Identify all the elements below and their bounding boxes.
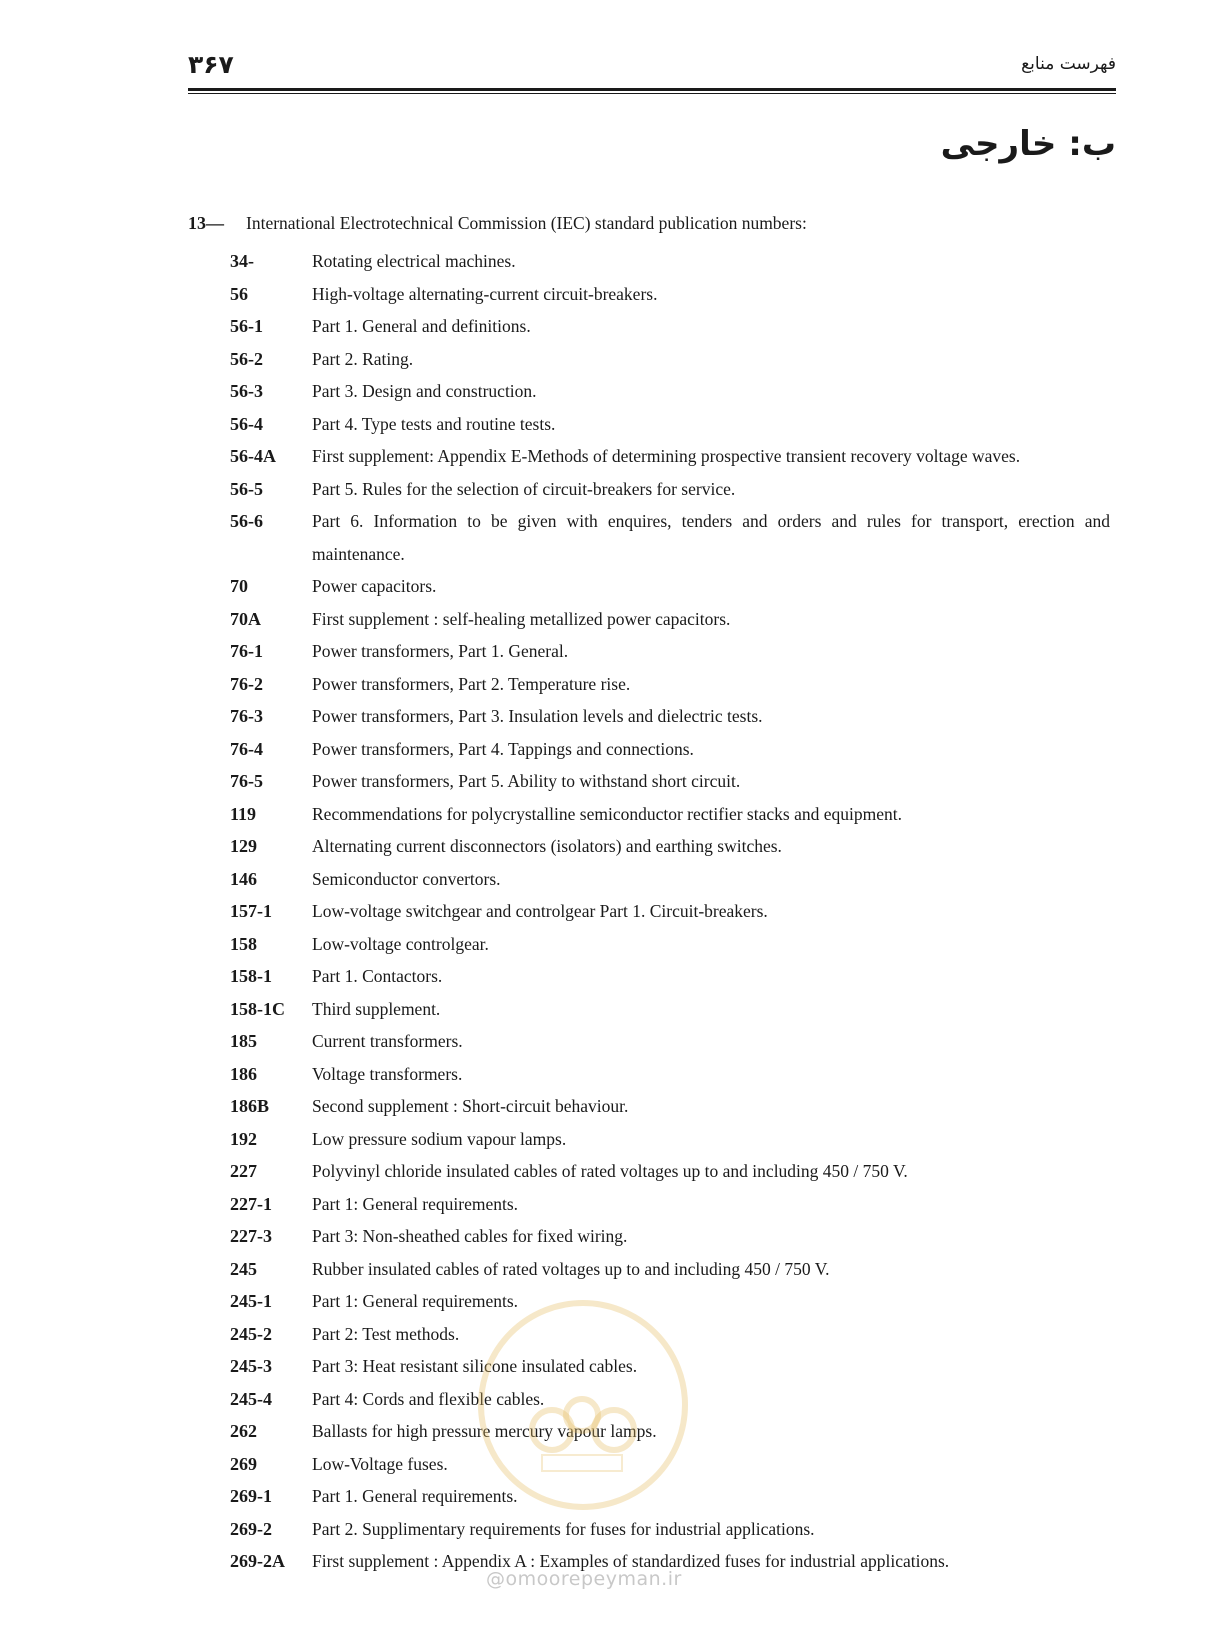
list-item [230,1350,1110,1383]
standard-number: 119 [230,803,257,824]
list-item [230,1220,1110,1253]
standard-title: Power transformers, Part 1. General. [312,641,569,661]
standard-number: 269-2A [230,1551,285,1571]
list-item [230,1318,1110,1351]
standard-title: Power capacitors. [312,576,437,596]
standard-title: Low-Voltage fuses. [312,1453,448,1474]
standard-number: 245 [230,1258,257,1279]
standard-title: Power transformers, Part 2. Temperature rise. [312,673,631,694]
list-item [230,1058,1110,1091]
standard-number: 56-4A [230,446,276,466]
standard-number: 129 [230,836,257,856]
standard-title: Part 2. Supplimentary requirements for fuses for industrial applications. [312,1518,815,1539]
list-item [230,1025,1110,1058]
list-item [230,798,1110,831]
header-rule-thick [188,88,1116,91]
running-title: فهرست منابع [1021,54,1116,74]
page-number: ۳۶۷ [188,50,234,79]
standard-title: Low-voltage controlgear. [312,933,489,954]
list-item [230,1513,1110,1546]
standard-number: 158 [230,933,257,954]
list-item [230,310,1110,343]
standard-title: High-voltage alternating-current circuit-breakers. [312,283,658,304]
standard-title: Recommendations for polycrystalline semiconductor rectifier stacks and equipment. [312,803,902,824]
standard-number: 56 [230,283,248,304]
standard-title: Part 1. General requirements. [312,1486,518,1506]
standard-title: Part 3: Heat resistant silicone insulated cables. [312,1356,638,1376]
standard-title: Polyvinyl chloride insulated cables of rated voltages up to and including 450 / 750 V. [312,1161,908,1181]
standards-list [230,245,1110,1578]
list-item [230,1155,1110,1188]
list-item [230,765,1110,798]
list-item [230,1285,1110,1318]
standard-number: 192 [230,1128,257,1149]
standard-number: 76-1 [230,641,263,661]
standard-title: Part 3. Design and construction. [312,381,537,401]
list-item [230,1123,1110,1156]
site-watermark: @omoorepeyman.ir [486,1568,682,1590]
list-item [230,505,1110,570]
standard-title: Part 1: General requirements. [312,1291,519,1311]
standard-title: Part 6. Information to be given with enquires, tenders and orders and rules for transport, erection and maintenance. [312,511,1110,564]
standard-number: 227-3 [230,1226,272,1246]
list-item [230,733,1110,766]
standard-title: First supplement : Appendix A : Examples of standardized fuses for industrial applications. [312,1551,950,1571]
standard-title: Part 2. Rating. [312,348,414,369]
standard-title: Power transformers, Part 3. Insulation levels and dielectric tests. [312,706,763,726]
standard-title: Rubber insulated cables of rated voltages up to and including 450 / 750 V. [312,1258,830,1279]
list-item [230,1415,1110,1448]
list-item [230,375,1110,408]
standard-number: 245-3 [230,1356,272,1376]
standard-title: Alternating current disconnectors (isolators) and earthing switches. [312,836,782,856]
standard-title: Current transformers. [312,1031,463,1051]
list-item [230,895,1110,928]
standard-number: 186B [230,1096,270,1116]
standard-title: Ballasts for high pressure mercury vapour lamps. [312,1421,657,1441]
standard-title: Part 4. Type tests and routine tests. [312,413,556,434]
list-item [230,1253,1110,1286]
section-heading: ب: خارجی [940,124,1116,164]
standard-number: 245-4 [230,1388,272,1409]
standard-title: Voltage transformers. [312,1063,463,1084]
standard-number: 56-2 [230,348,263,369]
standard-number: 56-1 [230,316,263,336]
standard-title: Part 4: Cords and flexible cables. [312,1388,545,1409]
standard-number: 146 [230,868,257,889]
standard-title: Second supplement : Short-circuit behaviour. [312,1096,629,1116]
list-item [230,278,1110,311]
standard-number: 70 [230,576,248,596]
standard-number: 269 [230,1453,257,1474]
list-item [230,993,1110,1026]
standard-title: Semiconductor convertors. [312,868,501,889]
standard-title: Part 1: General requirements. [312,1193,519,1214]
standard-number: 56-4 [230,413,263,434]
standard-title: Part 3: Non-sheathed cables for fixed wiring. [312,1226,628,1246]
standard-title: Part 2: Test methods. [312,1323,460,1344]
header-rule-thin [188,93,1116,94]
standard-number: 269-2 [230,1518,272,1539]
standard-title: Third supplement. [312,998,441,1019]
standard-title: Part 1. General and definitions. [312,316,531,336]
standard-number: 185 [230,1031,257,1051]
standard-number: 245-1 [230,1291,272,1311]
standard-title: Part 5. Rules for the selection of circuit-breakers for service. [312,478,736,499]
standard-number: 158-1 [230,966,272,986]
standard-title: Low pressure sodium vapour lamps. [312,1128,567,1149]
standard-title: Power transformers, Part 5. Ability to withstand short circuit. [312,771,741,791]
standard-number: 186 [230,1063,257,1084]
list-item [230,830,1110,863]
standard-number: 245-2 [230,1323,272,1344]
list-item [230,1188,1110,1221]
list-item [230,960,1110,993]
standard-number: 262 [230,1421,257,1441]
standard-number: 76-2 [230,673,263,694]
list-item [230,473,1110,506]
list-item [230,570,1110,603]
list-item [230,245,1110,278]
standard-title: Low-voltage switchgear and controlgear Part 1. Circuit-breakers. [312,901,768,921]
list-item [230,863,1110,896]
list-item [230,700,1110,733]
standard-number: 70A [230,608,261,629]
standard-number: 76-5 [230,771,263,791]
standard-number: 227-1 [230,1193,272,1214]
list-item [230,1448,1110,1481]
standard-title: Rotating electrical machines. [312,251,516,271]
reference-number: 13— [188,213,224,233]
standard-title: First supplement: Appendix E-Methods of determining prospective transient recovery voltage waves. [312,446,1021,466]
standard-title: Power transformers, Part 4. Tappings and connections. [312,738,694,759]
standard-number: 56-3 [230,381,263,401]
list-item [230,408,1110,441]
list-item [230,440,1110,473]
list-item [230,668,1110,701]
standard-number: 269-1 [230,1486,272,1506]
list-item [230,603,1110,636]
standard-number: 56-6 [230,511,263,531]
list-item [230,1090,1110,1123]
standard-title: Part 1. Contactors. [312,966,443,986]
list-item [230,928,1110,961]
standard-number: 56-5 [230,478,263,499]
standard-number: 227 [230,1161,257,1181]
standard-number: 34- [230,251,254,271]
list-item [230,1480,1110,1513]
list-item [230,1383,1110,1416]
standard-number: 76-3 [230,706,263,726]
standard-number: 76-4 [230,738,263,759]
standard-number: 158-1C [230,998,285,1019]
reference-title: International Electrotechnical Commission (IEC) standard publication numbers: [246,213,807,233]
list-item [230,635,1110,668]
standard-title: First supplement : self-healing metallized power capacitors. [312,608,731,629]
standard-number: 157-1 [230,901,272,921]
list-item [230,343,1110,376]
